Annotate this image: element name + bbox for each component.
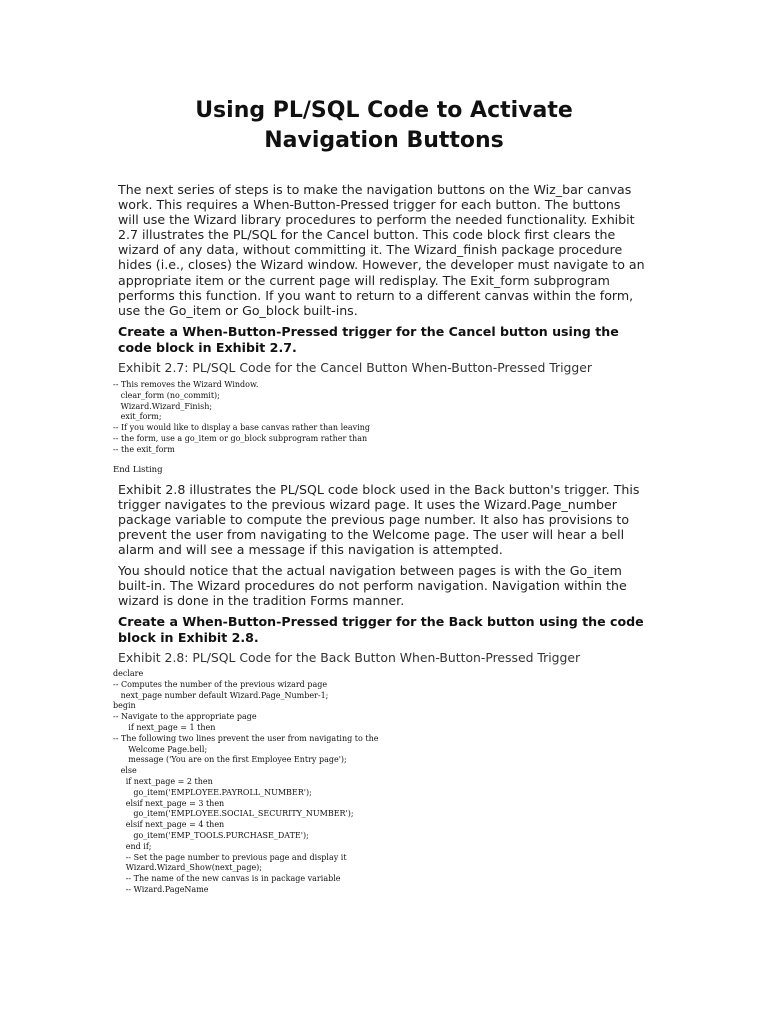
navigation-note-paragraph: You should notice that the actual navigation between pages is with the Go_item built-in. The Wizard procedures do not perform navigation. Navigation within the wizard is done in the tradition Forms manner. [118, 563, 627, 609]
exhibit-2-8-paragraph: Exhibit 2.8 illustrates the PL/SQL code block used in the Back button's trigger. This trigger navigates to the previous wizard page. It uses the Wizard.Page_number package variable to compute the previous page number. It also has provisions to prevent the user from navigating to the Welcome page. The user will hear a bell alarm and will see a message if this navigation is attempted. [118, 482, 640, 558]
page-title: Using PL/SQL Code to Activate Navigation Buttons [195, 98, 573, 153]
exhibit-2-7-code: -- This removes the Wizard Window. clear_form (no_commit); Wizard.Wizard_Finish; exit_form; -- If you would like to display a base canvas rather than leaving -- the form, use a go_item or go_block subprogram rather than -- the exit_form [113, 380, 371, 454]
exhibit-2-8-code: declare -- Computes the number of the previous wizard page next_page number default Wizard.Page_Number-1; begin -- Navigate to the appropriate page if next_page = 1 then -- The following two lines prevent the user from navigating to the Welcome Page.bell; message ('You are on the first Employee Entry page'); else if next_page = 2 then go_item('EMPLOYEE.PAYROLL_NUMBER'); elsif next_page = 3 then go_item('EMPLOYEE.SOCIAL_SECURITY_NUMBER'); elsif next_page = 4 then go_item('EMP_TOOLS.PURCHASE_DATE'); end if; -- Set the page number to previous page and display it Wizard.Wizard_Show(next_page); -- The name of the new canvas is in package variable -- Wizard.PageName [113, 669, 379, 894]
exhibit-2-8-caption: Exhibit 2.8: PL/SQL Code for the Back Button When-Button-Pressed Trigger [118, 650, 581, 665]
instruction-back: Create a When-Button-Pressed trigger for the Back button using the code block in Exhibit 2.8. [118, 614, 644, 645]
exhibit-2-7-caption: Exhibit 2.7: PL/SQL Code for the Cancel Button When-Button-Pressed Trigger [118, 360, 593, 375]
instruction-cancel: Create a When-Button-Pressed trigger for the Cancel button using the code block in Exhibit 2.7. [118, 324, 619, 355]
intro-paragraph: The next series of steps is to make the navigation buttons on the Wiz_bar canvas work. This requires a When-Button-Pressed trigger for each button. The buttons will use the Wizard library procedures to perform the needed functionality. Exhibit 2.7 illustrates the PL/SQL for the Cancel button. This code block first clears the wizard of any data, without committing it. The Wizard_finish package procedure hides (i.e., closes) the Wizard window. However, the developer must navigate to an appropriate item or the current page will redisplay. The Exit_form subprogram performs this function. If you want to return to a different canvas within the form, use the Go_item or Go_block built-ins. [118, 182, 645, 318]
end-listing-label: End Listing [113, 465, 163, 475]
